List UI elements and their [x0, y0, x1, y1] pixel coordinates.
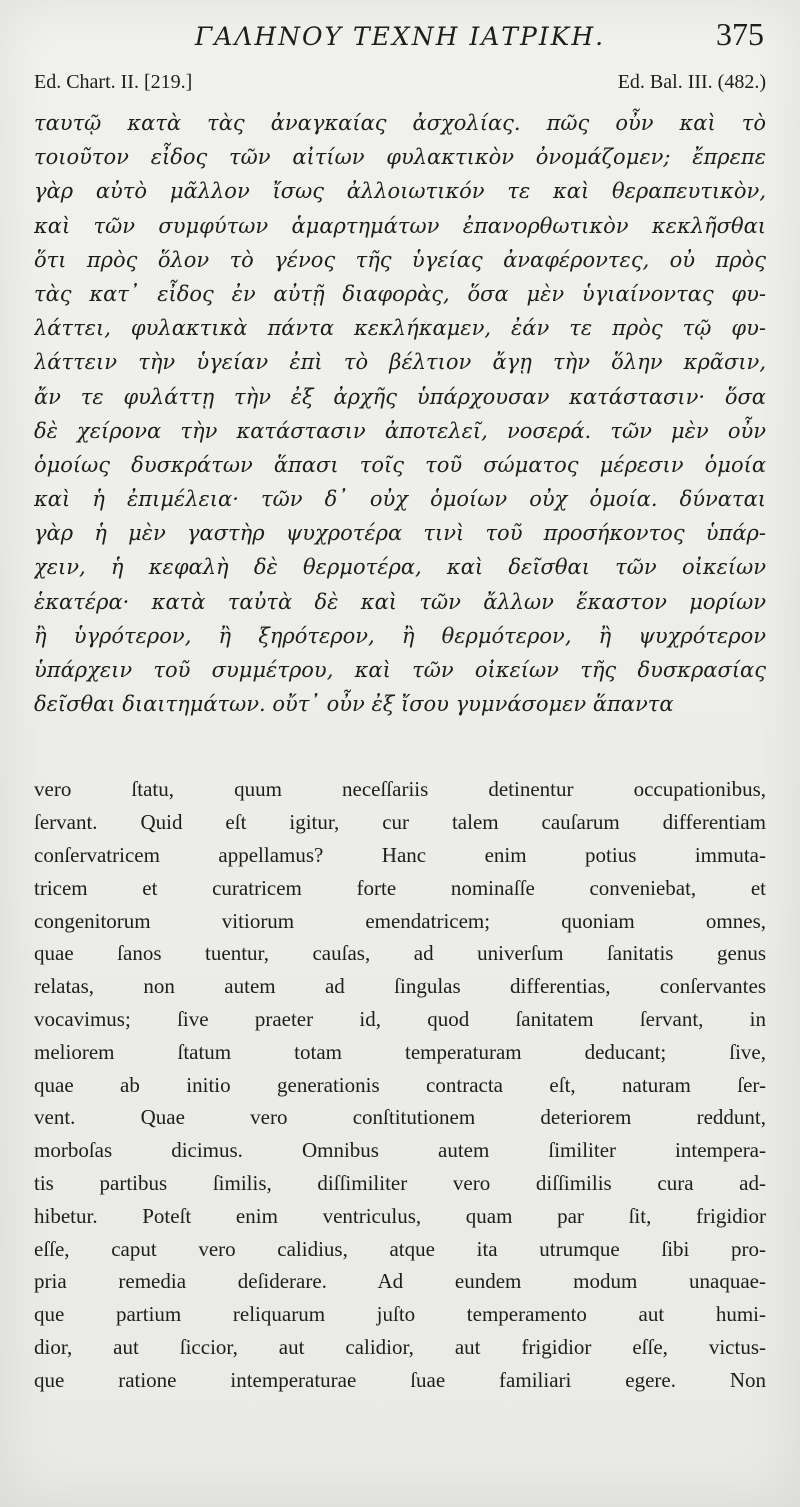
latin-line: quae ſanos tuentur, cauſas, ad univerſum ſanitatis genus: [34, 941, 766, 966]
latin-line: eſſe, caput vero calidius, atque ita utrumque ſibi pro-: [34, 1236, 766, 1261]
latin-line: vero ſtatu, quum neceſſariis detinentur occupationibus,: [34, 777, 766, 802]
greek-line: τοιοῦτον εἶδος τῶν αἰτίων φυλακτικὸν ὀνομάζομεν; ἔπρεπε: [34, 145, 766, 170]
latin-text-block: [34, 773, 766, 1396]
latin-line: vent. Quae vero conſtitutionem deteriorem reddunt,: [34, 1105, 766, 1130]
greek-line: χειν, ἡ κεφαλὴ δὲ θερμοτέρα, καὶ δεῖσθαι τῶν οἰκείων: [34, 555, 766, 580]
greek-line: λάττει, φυλακτικὰ πάντα κεκλήκαμεν, ἐάν τε πρὸς τῷ φυ-: [34, 316, 766, 341]
greek-line: λάττειν τὴν ὑγείαν ἐπὶ τὸ βέλτιον ἄγῃ τὴν ὅλην κρᾶσιν,: [34, 350, 766, 375]
latin-line: tricem et curatricem forte nominaſſe conveniebat, et: [34, 875, 766, 900]
latin-line: vocavimus; ſive praeter id, quod ſanitatem ſervant, in: [34, 1006, 766, 1031]
greek-line: δεῖσθαι διαιτημάτων. οὔτ᾽ οὖν ἐξ ἴσου γυμνάσομεν ἅπαντα: [34, 692, 674, 717]
latin-line: ſervant. Quid eſt igitur, cur talem cauſarum differentiam: [34, 810, 766, 835]
latin-line: hibetur. Poteſt enim ventriculus, quam par ſit, frigidior: [34, 1203, 766, 1228]
greek-line: ἢ ὑγρότερον, ἢ ξηρότερον, ἢ θερμότερον, ἢ ψυχρότερον: [34, 623, 766, 648]
running-head: [34, 8, 766, 64]
edition-references: [34, 72, 766, 100]
greek-line: τὰς κατ᾽ εἶδος ἐν αὐτῇ διαφορὰς, ὅσα μὲν ὑγιαίνοντας φυ-: [34, 281, 766, 306]
greek-line: γὰρ ἡ μὲν γαστὴρ ψυχροτέρα τινὶ τοῦ προσήκοντος ὑπάρ-: [34, 521, 766, 546]
greek-line: γὰρ αὐτὸ μᾶλλον ἴσως ἀλλοιωτικόν τε καὶ θεραπευτικὸν,: [34, 179, 766, 204]
latin-line: morboſas dicimus. Omnibus autem ſimiliter intempera-: [34, 1138, 766, 1163]
latin-line: tis partibus ſimilis, diſſimiliter vero diſſimilis cura ad-: [34, 1170, 766, 1195]
greek-line: ὅτι πρὸς ὅλον τὸ γένος τῆς ὑγείας ἀναφέροντες, οὐ πρὸς: [34, 247, 766, 272]
latin-line: dior, aut ſiccior, aut calidior, aut frigidior eſſe, victus-: [34, 1334, 766, 1359]
greek-line: ὑπάρχειν τοῦ συμμέτρου, καὶ τῶν οἰκείων τῆς δυσκρασίας: [34, 658, 766, 682]
latin-line: quae ab initio generationis contracta eſt, naturam ſer-: [34, 1072, 766, 1097]
page-number: 375: [716, 16, 764, 52]
greek-line: ὁμοίως δυσκράτων ἅπασι τοῖς τοῦ σώματος μέρεσιν ὁμοία: [34, 452, 766, 477]
greek-text-block: [34, 106, 766, 721]
running-title: ΓΑΛΗΝΟΥ ΤΕΧΝΗ ΙΑΤΡΙΚΗ.: [194, 22, 606, 51]
latin-line: meliorem ſtatum totam temperaturam deducant; ſive,: [34, 1039, 766, 1064]
greek-line: καὶ ἡ ἐπιμέλεια· τῶν δ᾽ οὐχ ὁμοίων οὐχ ὁμοία. δύναται: [34, 487, 766, 512]
latin-line: congenitorum vitiorum emendatricem; quoniam omnes,: [34, 908, 766, 933]
latin-line: relatas, non autem ad ſingulas differentias, conſervantes: [34, 974, 766, 999]
latin-line: que ratione intemperaturae ſuae familiari egere. Non: [34, 1367, 766, 1392]
greek-line: ἄν τε φυλάττῃ τὴν ἐξ ἀρχῆς ὑπάρχουσαν κατάστασιν· ὅσα: [34, 384, 766, 409]
edition-chartier: Ed. Chart. II. [219.]: [34, 71, 193, 93]
greek-line: ἑκατέρα· κατὰ ταὐτὰ δὲ καὶ τῶν ἄλλων ἕκαστον μορίων: [34, 589, 766, 614]
edition-basel: Ed. Bal. III. (482.): [617, 71, 766, 93]
greek-line: δὲ χείρονα τὴν κατάστασιν ἀποτελεῖ, νοσερά. τῶν μὲν οὖν: [34, 418, 766, 443]
greek-line: ταυτῷ κατὰ τὰς ἀναγκαίας ἀσχολίας. πῶς οὖν καὶ τὸ: [34, 111, 766, 135]
latin-line: que partium reliquarum juſto temperamento aut humi-: [34, 1302, 766, 1327]
latin-line: pria remedia deſiderare. Ad eundem modum unaquae-: [34, 1269, 766, 1294]
greek-line: καὶ τῶν συμφύτων ἁμαρτημάτων ἐπανορθωτικὸν κεκλῆσθαι: [34, 213, 766, 238]
latin-line: conſervatricem appellamus? Hanc enim potius immuta-: [34, 842, 766, 867]
